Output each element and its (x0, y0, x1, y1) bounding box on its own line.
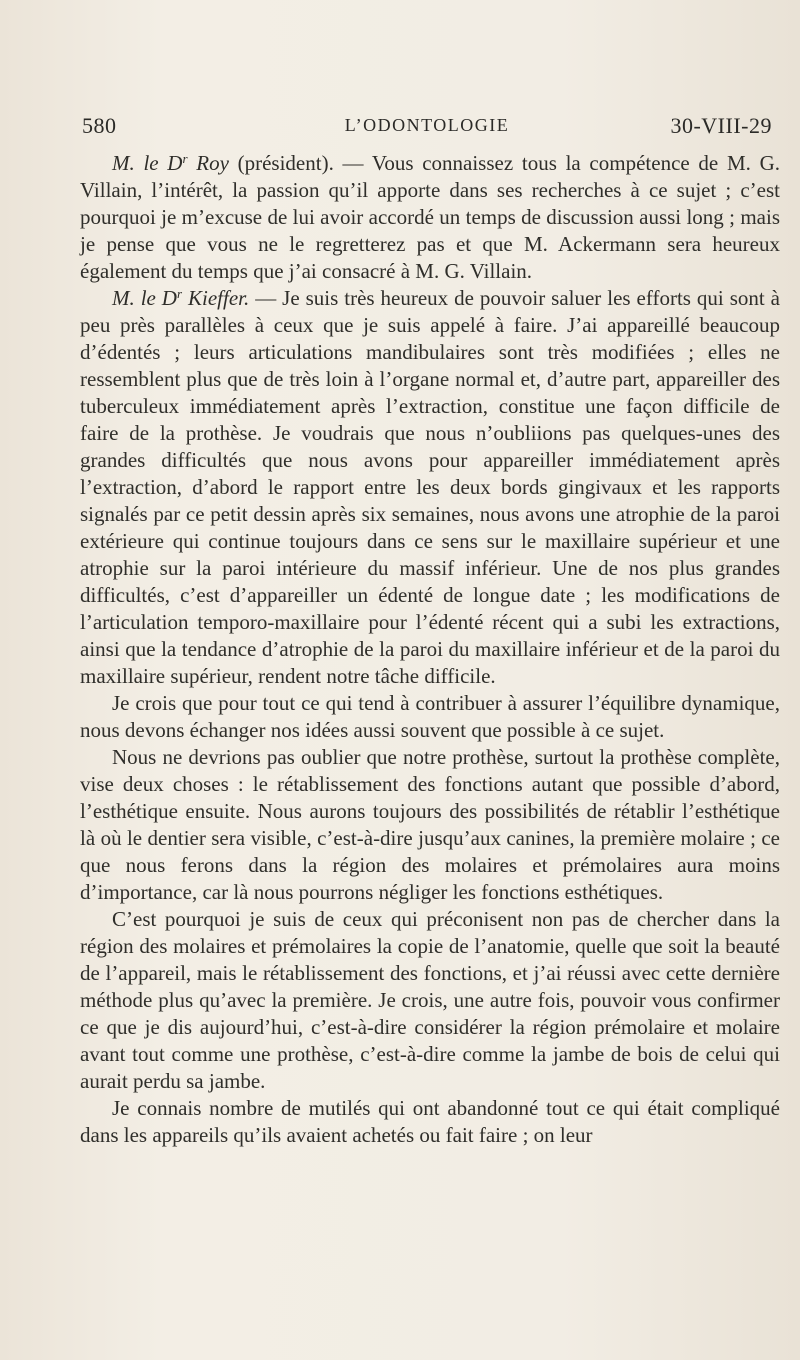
paragraph-equilibre: Je crois que pour tout ce qui tend à contribuer à assurer l’équilibre dynamique, nous devons échanger nos idées aussi souvent que possible à ce sujet. (80, 691, 780, 742)
speaker-name: Roy (187, 151, 229, 175)
speaker-name: Kieffer. (182, 286, 250, 310)
speaker-kieffer (112, 286, 249, 310)
journal-title: L’ODONTOLOGIE (344, 115, 510, 135)
paragraph-prothese: Nous ne devrions pas oublier que notre prothèse, surtout la prothèse complète, vise deux choses : le rétablissement des fonctions autant que possible d’abord, l’esthétique ensuite. Nous aurons toujours des possibilités de rétablir l’esthétique là où le dentier sera visible, c’est-à-dire jusqu’aux canines, la première molaire ; ce que nous ferons dans la région des molaires et prémolaires aura moins d’importance, car là nous pourrons négliger les fonctions esthétiques. (80, 745, 780, 904)
body-text (80, 150, 780, 1149)
page-number: 580 (82, 113, 117, 138)
speaker-roy (112, 151, 229, 175)
paragraph-mutiles: Je connais nombre de mutilés qui ont abandonné tout ce qui était compliqué dans les appareils qu’ils avaient achetés ou fait faire ; on leur (80, 1096, 780, 1147)
paragraph-fonctions: C’est pourquoi je suis de ceux qui préconisent non pas de chercher dans la région des molaires et prémolaires la copie de l’anatomie, quelle que soit la beauté de l’appareil, mais le rétablissement des fonctions, et j’ai réussi avec cette dernière méthode plus qu’avec la première. Je crois, une autre fois, pouvoir vous confirmer ce que je dis aujourd’hui, c’est-à-dire considérer la région prémolaire et molaire avant tout comme une prothèse, c’est-à-dire comme la jambe de bois de celui qui aurait perdu sa jambe. (80, 907, 780, 1093)
paragraph-text: — Je suis très heureux de pouvoir saluer les efforts qui sont à peu près parallèles à ceux que je suis appelé à faire. J’ai appareillé beaucoup d’édentés ; leurs articulations mandibulaires sont très modifiées ; elles ne ressemblent plus que de très loin à l’organe normal et, d’autre part, appareiller des tuberculeux immédiatement après l’extraction, constitue une façon difficile de faire de la prothèse. Je voudrais que nous n’oubliions pas quelques-unes des grandes difficultés que nous avons pour appareiller immédiatement après l’extraction, d’abord le rapport entre les deux bords gingivaux et les rapports signalés par ce petit dessin après six semaines, nous avons une atrophie de la paroi extérieure qui continue toujours dans ce sens sur le maxillaire supérieur et une atrophie sur la paroi intérieure du massif inférieur. Une de nos plus grandes difficultés, c’est d’appareiller un édenté de longue date ; les modifications de l’articulation temporo-maxillaire pour l’édenté récent qui a subi les extractions, ainsi que la tendance d’atrophie de la paroi du maxillaire inférieur et de la paroi du maxillaire supérieur, rendent notre tâche difficile. (80, 286, 780, 688)
speaker-title-sup: r (176, 286, 183, 301)
speaker-title: M. le D (112, 286, 177, 310)
paragraph-roy (80, 150, 780, 285)
running-header (82, 113, 772, 143)
speaker-title: M. le D (112, 151, 183, 175)
paragraph-kieffer (80, 285, 780, 690)
speaker-title-sup: r (182, 151, 188, 166)
paragraph-text: (président). — Vous connaissez tous la compétence de M. G. Villain, l’intérêt, la passion qu’il apporte dans ses recherches à ce sujet ; c’est pourquoi je m’excuse de lui avoir accordé un temps de discussion aussi long ; mais je pense que vous ne le regretterez pas et que M. Ackermann sera heureux également du temps que j’ai consacré à M. G. Villain. (80, 151, 780, 283)
issue-date: 30-VIII-29 (670, 113, 772, 138)
